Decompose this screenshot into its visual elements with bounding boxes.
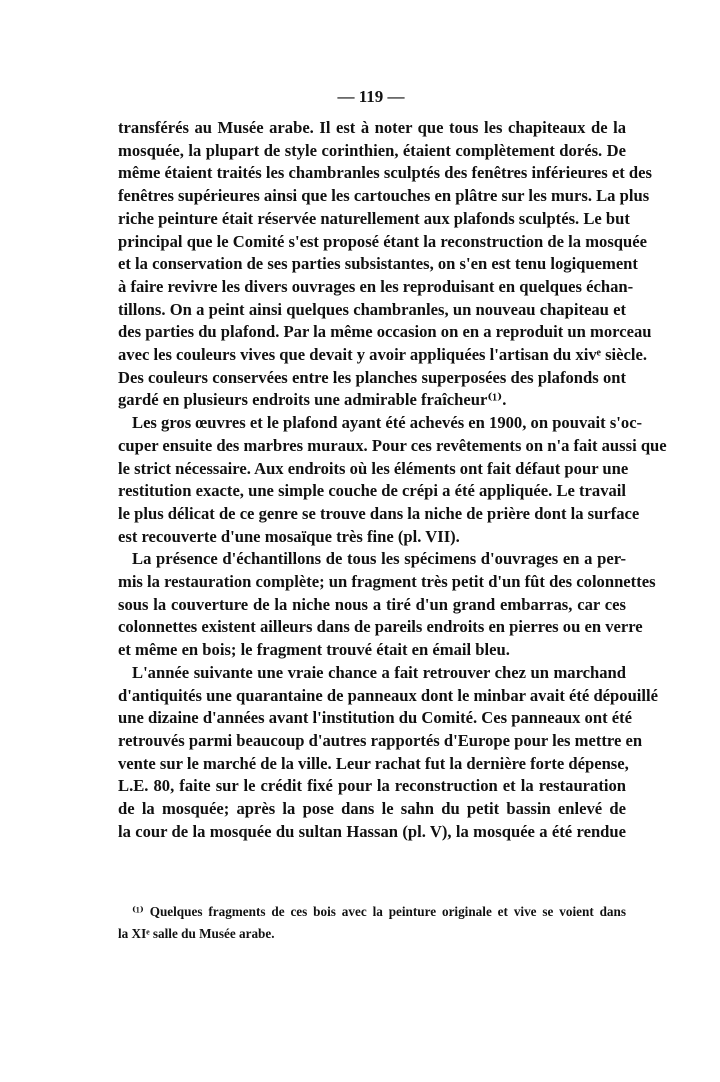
text-line: une dizaine d'années avant l'institution du Comité. Ces panneaux ont été xyxy=(118,708,633,728)
text-line: restitution exacte, une simple couche de crépi a été appliquée. Le travail xyxy=(118,481,627,501)
text-line: riche peinture était réservée naturellement aux plafonds sculptés. Le but xyxy=(118,208,630,228)
text-line: fenêtres supérieures ainsi que les cartouches en plâtre sur les murs. La plus xyxy=(118,186,650,206)
text-line: la cour de la mosquée du sultan Hassan (pl. V), la mosquée a été rendue xyxy=(118,821,626,841)
text-line: mis la restauration complète; un fragment très petit d'un fût des colonnettes xyxy=(118,572,656,592)
text-line: et même en bois; le fragment trouvé était en émail bleu. xyxy=(118,640,510,660)
footnote xyxy=(118,901,626,945)
text-line: retrouvés parmi beaucoup d'autres rapportés d'Europe pour les mettre en xyxy=(118,730,643,750)
paragraph xyxy=(118,548,656,662)
text-line: des parties du plafond. Par la même occasion on en a reproduit un morceau xyxy=(118,322,652,342)
text-line: Des couleurs conservées entre les planches superposées des plafonds ont xyxy=(118,367,626,387)
text-line: principal que le Comité s'est proposé étant la reconstruction de la mosquée xyxy=(118,231,647,251)
paragraph xyxy=(118,662,658,844)
text-line: le strict nécessaire. Aux endroits où les éléments ont fait défaut pour une xyxy=(118,458,629,478)
text-line: à faire revivre les divers ouvrages en les reproduisant en quelques échan- xyxy=(118,276,634,296)
text-line: sous la couverture de la niche nous a tiré d'un grand embarras, car ces xyxy=(118,594,626,614)
footnote-line: la XIᵉ salle du Musée arabe. xyxy=(118,926,275,941)
text-line: La présence d'échantillons de tous les spécimens d'ouvrages en a per- xyxy=(132,549,626,569)
text-line: le plus délicat de ce genre se trouve dans la niche de prière dont la surface xyxy=(118,503,640,523)
footnote-line: ⁽¹⁾ Quelques fragments de ces bois avec la peinture originale et vive se voient dans xyxy=(132,904,626,919)
page-number: — 119 — xyxy=(337,87,405,106)
text-line: de la mosquée; après la pose dans le sahn du petit bassin enlevé de xyxy=(118,799,626,819)
text-line: même étaient traités les chambranles sculptés des fenêtres inférieures et des xyxy=(118,163,652,183)
paragraph xyxy=(118,412,667,548)
text-line: L.E. 80, faite sur le crédit fixé pour la reconstruction et la restauration xyxy=(118,776,626,796)
text-line: tillons. On a peint ainsi quelques chambranles, un nouveau chapiteau et xyxy=(118,299,626,319)
text-line: avec les couleurs vives que devait y avoir appliquées l'artisan du xivᵉ siècle. xyxy=(118,345,647,365)
text-line: vente sur le marché de la ville. Leur rachat fut la dernière forte dépense, xyxy=(118,753,629,773)
text-line: cuper ensuite des marbres muraux. Pour ces revêtements on n'a fait aussi que xyxy=(118,435,667,455)
text-line: d'antiquités une quarantaine de panneaux dont le minbar avait été dépouillé xyxy=(118,685,658,705)
text-line: mosquée, la plupart de style corinthien, étaient complètement dorés. De xyxy=(118,140,626,160)
text-line: Les gros œuvres et le plafond ayant été achevés en 1900, on pouvait s'oc- xyxy=(132,413,643,433)
text-line: transférés au Musée arabe. Il est à noter que tous les chapiteaux de la xyxy=(118,118,626,137)
body-text xyxy=(118,117,667,844)
text-line: colonnettes existent ailleurs dans de pareils endroits en pierres ou en verre xyxy=(118,617,643,637)
paragraph xyxy=(118,117,652,412)
text-line: gardé en plusieurs endroits une admirable fraîcheur⁽¹⁾. xyxy=(118,390,507,410)
text-line: est recouverte d'une mosaïque très fine (pl. VII). xyxy=(118,526,460,546)
text-line: et la conservation de ses parties subsistantes, on s'en est tenu logiquement xyxy=(118,254,638,274)
text-line: L'année suivante une vraie chance a fait retrouver chez un marchand xyxy=(132,662,626,682)
